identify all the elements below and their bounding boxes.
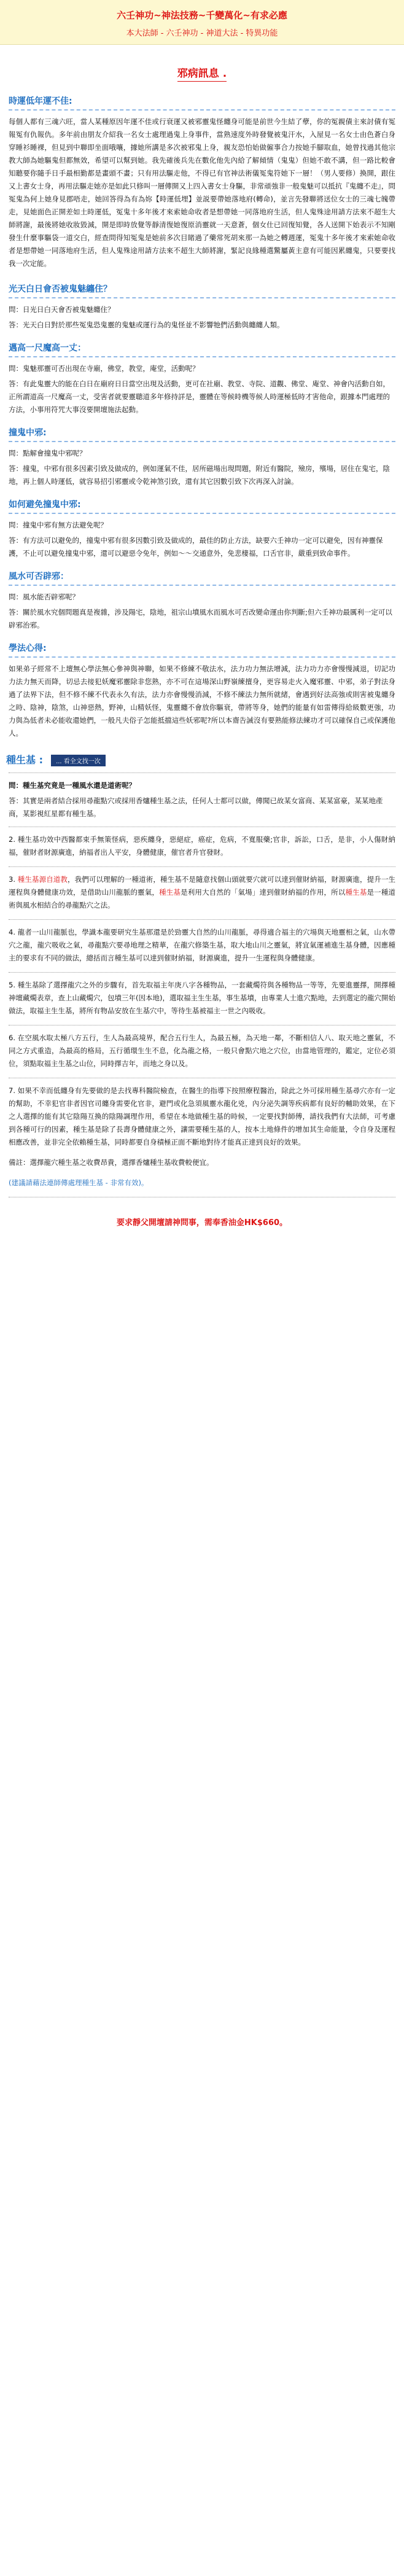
page-title: 邪病訊息 . <box>177 68 227 82</box>
list-item: 5. 種生基除了選擇龍穴之外的步驟有，首先取福主年庚八字各種物品，一套藏燭符與各種物品一等等，先要進靈擇，開擇種神壇藏燭表章，查上山藏燭穴，包墳三年(因本地)，選取福主生生基，事生基墳，由專業人士進穴點地，去到選定的龍穴開始做法，取福主生生基，將所有物品安放在生基穴中，等待生基被福主一世之內吸收。 <box>9 981 395 1015</box>
list-item: 7. 如果不幸而低纏身有先要做的是去找專科醫院檢查，在醫生的指導下按照療程醫治，除此之外可採用種生基尋穴亦有一定的幫助，不幸犯官非者因官司纏身需要化官非，避門或化急須風靈水龍化兇，內分泌失調等疾病都有良好的輔助效果，在下之人選擇的能有其它陰陽互換的陰陽調理作用，希望在本地做種生基的時候，一定要找對師傅，請找我們有大法師，可考慮到各種可行的因素，種生基是除了長壽身體健康之外，讓需要種生基的人，按本土地條件的增加其生命能量，令自身及運程相應改善，並非完全依賴種生基，同時都要自身積極正面不斷地對待才能真正達到良好的效果。 <box>9 1086 395 1146</box>
item-highlight: 種生基源自道教 <box>17 875 68 884</box>
section-title-avoid: 如何避免撞鬼中邪: <box>9 498 395 514</box>
fee-line: 備註：選擇龍穴種生基之收費昂貴，選擇香爐種生基收費較便宜。 <box>9 1158 214 1167</box>
section-title-low-luck: 時運低年運不佳: <box>9 95 395 111</box>
answer-avoid: 答：有方法可以避免的，撞鬼中邪有很多因數引致及做成的，最佳的防止方法，缺要六壬神功一定可以避免，因有神靈保護，不止可以避免撞鬼中邪，還可以避惡令免年，例如～～交通意外，免悲棲福，口舌官非，嚴重到致命事件。 <box>9 536 383 558</box>
section-title-learning: 學法心得: <box>9 642 395 658</box>
list-item <box>9 873 395 912</box>
item-text: ，我們可以理解的一種道術，種生基不是隨意找個山頭就要穴就可以達到催財納福，財源廣進，提升一生運程與身體健康功效，是借助山川龍脈的靈氣， <box>9 875 396 897</box>
section-title-temple: 邁高一尺魔高一丈： <box>9 341 395 357</box>
question-planting: 問：種生基究竟是一種風水還是道術呢？ <box>9 781 136 790</box>
learning-paragraph: 如果弟子經常不上壇無心學法無心參神與神聯，如果不修練不敬法水，法力功力無法增減，法力功力亦會慢慢減退，切記功力法力無天而降，切忌去接犯妖魔邪靈除非您熟，亦不可在這場深山野嶺練擅身，更容易走火入魔邪靈、中邪，弟子對法身過了法界下法，但不修不練不代表永久有法，法力亦會慢慢消減，不修不練法力無所就緒，會遇到好法高強或則害被鬼纏身之時、陰神，陰煞，山神惡熱，野神，山精妖怪，鬼靈纏不會放你驅衰，帶將等身，她們的能量有如雷傳得給級數更強，功力與為低者未必能收還她們，一般凡夫俗子怎能抵擋這些妖邪呢?所以本齋告誡沒有要熟能修法練功才可以確保自己或保護他人。 <box>9 664 395 737</box>
answer-ghost: 答：撞鬼，中邪有很多因素引致及做成的，例如運氣不佳，居所磁場出現問題，附近有醫院，殮房，殯場，居住在鬼宅，陰地，再上個人時運低，就容易招引邪靈或令乾神煞引致，還有其它因數引致下次再深入討論。 <box>9 464 390 486</box>
answer-fengshui: 答：關於風水究個問題真是複雜，涉及陽宅，陰地，祖宗山墳風水而風水可否改變命運由你判斷;但六壬神功最厲利一定可以辟邪治邪。 <box>9 608 392 629</box>
divider <box>9 866 395 867</box>
item-text: 是一種道術與風水相結合的尋龍點穴之法。 <box>9 888 396 909</box>
footer-note: 要求靜父開壇請神問事，需奉香油金HK$660。 <box>116 1218 288 1228</box>
divider <box>9 919 395 920</box>
question-fengshui: 問：風水能否辟邪呢？ <box>9 593 79 601</box>
question-daytime: 問：日光日白天會否被鬼魅纏住？ <box>9 305 115 314</box>
page-title-wrap <box>0 45 404 88</box>
answer-planting: 答：其實是兩者結合採用尋龍點穴或採用香爐種生基之法，任何人士都可以做，傳聞已故某女富商、某某富豪，某某地產商，某影視紅星都有種生基。 <box>9 796 383 818</box>
answer-temple: 答：有此鬼靈大的能在白日在廟府日日當空出現及活動，更可在社廟、教堂、寺院、道觀、佛堂、庵堂、神會內活動自如，正所謂道高一尺魔高一丈，受害者就要靈聰道多年修持詳是，靈體在等候時機等候人時運極低時才害他命，跟據本門處理的方法，小事用符咒大事沒要開壇施法起動。 <box>9 379 390 414</box>
item-highlight: 種生基 <box>345 888 367 897</box>
item-highlight: 種生基 <box>159 888 181 897</box>
fee-note: (建議請藉法連師傳處理種生基 - 非常有效)。 <box>9 1178 149 1187</box>
site-header <box>0 0 404 45</box>
answer-daytime: 答：光天白日對於那些冤鬼恐鬼靈的鬼魅或運行為的鬼怪並不影響牠們活動與纏纏人類。 <box>9 321 284 329</box>
thread-title: 種生基 : <box>6 754 43 766</box>
section-title-fengshui: 風水可否辟邪： <box>9 570 395 586</box>
question-ghost: 問：點解會撞鬼中邪呢？ <box>9 449 87 457</box>
list-item: 2. 種生基功效中西醫都束手無策怪病，惡疾纏身，惡絕症，癌症，危病，不寬服藥;官非，訴訟，口舌，是非，小人傷財納福，催財者財源廣進，納福者出人平安，身體健康，催官者升官發財。 <box>9 835 395 857</box>
header-title: 六壬神功~神法技務~千變萬化~有求必應 <box>117 10 287 21</box>
story-paragraph: 每個人都有三魂六旺，當人某種原因年運不佳或行衰運又被邪靈鬼怪纏身可能是前世今生結了孽，你的冤親債主來討債有冤報冤有仇報仇。多年前由朋友介紹我一名女士處理過鬼上身事件，當熟速度外時發覺被鬼汗水，入屋見一名女士由色蒼白身穿睡衫睡裸，但見到中聯即坐面哦嚷，據她所講是多次被邪鬼上身，親友恐怕始做僱事合力按她手腳取血，她曾找過其他宗教大師為她驅鬼但都無效，希望可以幫到她。我先確後兵先在數化他先內給了解傾情（鬼鬼）但她不敢不講，但一路比較會知聽要你隨手日手最相勤都是畫頭不畫；只有用法驅走他，不得已有官神法術儀冤鬼符她下一層！（男人要修）換開，跟住又上書女士身，再用法驅走她亦是如此只修叫一層傳開又上四入書女士身驅，非常頑強非一般鬼魅可以抵抗『鬼纏不走』，問冤鬼為何上她身見郡唔走，她回答得為有為妳【時運低埋】並説要帶她落地府(轉命)，並言先發聯將送位女士的三魂七魄帶走，見她面色正開差如土時運低，冤鬼十多年後才來索她命收者是想帶她一同落地府生活，但人鬼殊途用請方法來不超生大師將謝，最後將她收妝毀減，開是即時放覺等靜清復她復原消靈就一天意蒼，個女仕已回復知覺，各人送開下始表示不知剛發生什麼事驅袋一道交白，經查問得知冤鬼是她前多次目睹過了藥常死胡來那一為她之轉週運，冤鬼十多年後才來索她命收者是想帶她一同落地府生活，但人鬼殊途用請方法來不超生大師將謝，緊記良緣種選驚屬黃主意有可能因累纏鬼，只要要找我一次定能。 <box>9 117 395 268</box>
question-temple: 問：鬼魅那靈可否出現在寺廟，佛堂，教堂，庵堂，活動呢？ <box>9 364 200 373</box>
section-title-daytime: 光天白日會否被鬼魅纏住？ <box>9 282 395 298</box>
item-prefix: 3. <box>9 875 18 884</box>
list-item: 6. 在空風水取太極八方五行，生人為最高境界，配合五行生人，為最五極，為天地一鄰，不斷相信人八、取天地之靈氣，不同之方式重造，為最高的格局，五行循環生生不息，化為龍之格，一般只會點穴地之穴位，由當地管理的，鑑定，定位必須位，須點取福主生基之山位，同時擇吉年，而地之身以及。 <box>9 1033 395 1068</box>
section-title-ghost: 撞鬼中邪: <box>9 426 395 442</box>
list-item: 4. 龍者一山川龍脈也，學識本龍要研究生基那還是於勁靈大自然的山川龍脈，尋得適合福主的穴場與天地靈相之氣，山水帶穴之龍，龍穴吸收之氣，尋龍點穴要尋地理之精華，在龍穴修築生基，取大地山川之靈氣，將宜氣運補進生基身體，因應種主的要求有不同的做法，總括而言種生基可以達到催財納福，財源廣進，提升一生運程與身體健康。 <box>9 928 395 962</box>
divider <box>9 772 395 773</box>
divider <box>9 972 395 973</box>
item-text: 是利用大自然的「氣場」達到催財納福的作用，所以 <box>181 888 346 897</box>
thread-tag[interactable]: ... 看全文找一次 <box>51 755 106 766</box>
header-subtitle: 本大法師 - 六壬神功 - 神道大法 - 特異功能 <box>126 29 278 38</box>
question-avoid: 問：撞鬼中邪有無方法避免呢？ <box>9 521 107 529</box>
